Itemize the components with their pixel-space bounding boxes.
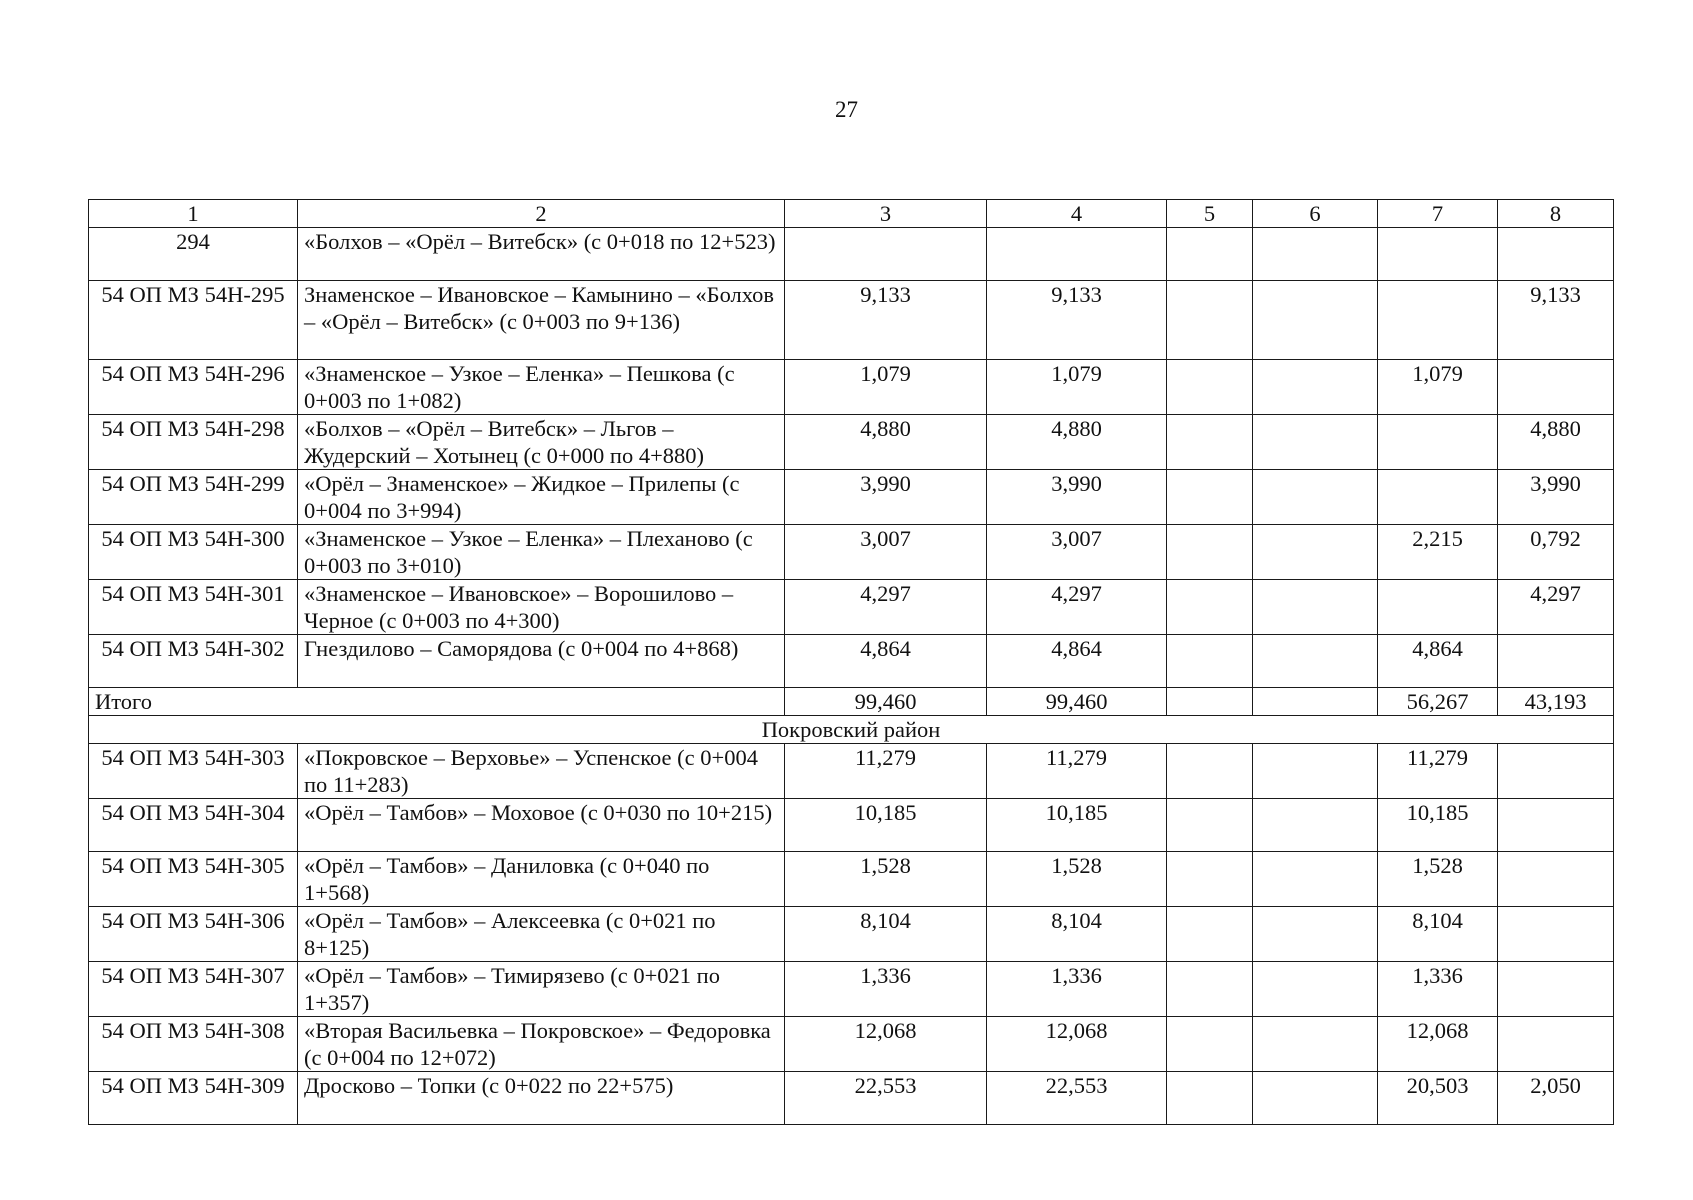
value-cell-c6 xyxy=(1253,415,1378,470)
table-row xyxy=(89,360,1614,415)
value-cell-c5 xyxy=(1167,852,1253,907)
table-row xyxy=(89,635,1614,688)
value-cell-c7: 2,215 xyxy=(1378,525,1498,580)
value-cell-c7: 8,104 xyxy=(1378,907,1498,962)
road-code-cell: 54 ОП МЗ 54Н-306 xyxy=(89,907,298,962)
table-row xyxy=(89,962,1614,1017)
column-number: 2 xyxy=(298,200,785,228)
table-row xyxy=(89,228,1614,281)
value-cell-c7: 1,079 xyxy=(1378,360,1498,415)
value-cell-c6 xyxy=(1253,962,1378,1017)
table-body xyxy=(89,200,1614,1125)
column-number-row xyxy=(89,200,1614,228)
value-cell-c3: 10,185 xyxy=(785,799,987,852)
value-cell-c3: 3,007 xyxy=(785,525,987,580)
road-name-cell: «Болхов – «Орёл – Витебск» (с 0+018 по 12+523) xyxy=(298,228,785,281)
value-cell-c6 xyxy=(1253,744,1378,799)
total-label: Итого xyxy=(89,688,785,716)
road-name-cell: «Знаменское – Узкое – Еленка» – Пешкова (с 0+003 по 1+082) xyxy=(298,360,785,415)
value-cell-c8 xyxy=(1498,1017,1614,1072)
road-code-cell: 54 ОП МЗ 54Н-301 xyxy=(89,580,298,635)
road-code-cell: 54 ОП МЗ 54Н-308 xyxy=(89,1017,298,1072)
total-value-c7: 56,267 xyxy=(1378,688,1498,716)
value-cell-c4: 11,279 xyxy=(987,744,1167,799)
value-cell-c5 xyxy=(1167,799,1253,852)
value-cell-c4: 1,079 xyxy=(987,360,1167,415)
section-row xyxy=(89,716,1614,744)
value-cell-c3: 22,553 xyxy=(785,1072,987,1125)
value-cell-c8 xyxy=(1498,635,1614,688)
value-cell-c7: 1,528 xyxy=(1378,852,1498,907)
road-name-cell: «Орёл – Тамбов» – Моховое (с 0+030 по 10+215) xyxy=(298,799,785,852)
road-code-cell: 54 ОП МЗ 54Н-304 xyxy=(89,799,298,852)
column-number: 3 xyxy=(785,200,987,228)
value-cell-c7: 11,279 xyxy=(1378,744,1498,799)
value-cell-c3: 12,068 xyxy=(785,1017,987,1072)
table-row xyxy=(89,907,1614,962)
value-cell-c8: 0,792 xyxy=(1498,525,1614,580)
value-cell-c7 xyxy=(1378,228,1498,281)
road-name-cell: Знаменское – Ивановское – Камынино – «Болхов – «Орёл – Витебск» (с 0+003 по 9+136) xyxy=(298,281,785,360)
value-cell-c8: 9,133 xyxy=(1498,281,1614,360)
table-row xyxy=(89,799,1614,852)
value-cell-c3: 9,133 xyxy=(785,281,987,360)
road-code-cell: 54 ОП МЗ 54Н-296 xyxy=(89,360,298,415)
value-cell-c5 xyxy=(1167,525,1253,580)
total-value-c6 xyxy=(1253,688,1378,716)
road-code-cell: 54 ОП МЗ 54Н-307 xyxy=(89,962,298,1017)
value-cell-c4: 4,297 xyxy=(987,580,1167,635)
value-cell-c5 xyxy=(1167,228,1253,281)
value-cell-c4: 1,336 xyxy=(987,962,1167,1017)
value-cell-c8 xyxy=(1498,799,1614,852)
table-row xyxy=(89,281,1614,360)
value-cell-c7: 1,336 xyxy=(1378,962,1498,1017)
value-cell-c3: 1,079 xyxy=(785,360,987,415)
road-name-cell: «Болхов – «Орёл – Витебск» – Льгов – Жудерский – Хотынец (с 0+000 по 4+880) xyxy=(298,415,785,470)
value-cell-c6 xyxy=(1253,1072,1378,1125)
value-cell-c7: 12,068 xyxy=(1378,1017,1498,1072)
roads-table xyxy=(88,199,1614,1125)
value-cell-c6 xyxy=(1253,580,1378,635)
road-name-cell: Дросково – Топки (с 0+022 по 22+575) xyxy=(298,1072,785,1125)
road-name-cell: «Знаменское – Узкое – Еленка» – Плеханово (с 0+003 по 3+010) xyxy=(298,525,785,580)
total-value-c3: 99,460 xyxy=(785,688,987,716)
value-cell-c7 xyxy=(1378,470,1498,525)
value-cell-c6 xyxy=(1253,470,1378,525)
value-cell-c5 xyxy=(1167,962,1253,1017)
road-code-cell: 54 ОП МЗ 54Н-309 xyxy=(89,1072,298,1125)
value-cell-c7: 4,864 xyxy=(1378,635,1498,688)
value-cell-c7: 20,503 xyxy=(1378,1072,1498,1125)
value-cell-c8: 4,297 xyxy=(1498,580,1614,635)
road-name-cell: «Орёл – Тамбов» – Тимирязево (с 0+021 по 1+357) xyxy=(298,962,785,1017)
value-cell-c4: 8,104 xyxy=(987,907,1167,962)
value-cell-c6 xyxy=(1253,799,1378,852)
value-cell-c8 xyxy=(1498,852,1614,907)
page-number: 27 xyxy=(835,97,858,122)
value-cell-c5 xyxy=(1167,1072,1253,1125)
value-cell-c6 xyxy=(1253,635,1378,688)
value-cell-c6 xyxy=(1253,281,1378,360)
value-cell-c4: 4,864 xyxy=(987,635,1167,688)
value-cell-c8: 4,880 xyxy=(1498,415,1614,470)
value-cell-c3: 4,880 xyxy=(785,415,987,470)
column-number: 8 xyxy=(1498,200,1614,228)
value-cell-c7 xyxy=(1378,415,1498,470)
value-cell-c8 xyxy=(1498,360,1614,415)
value-cell-c7: 10,185 xyxy=(1378,799,1498,852)
value-cell-c6 xyxy=(1253,1017,1378,1072)
column-number: 4 xyxy=(987,200,1167,228)
road-name-cell: «Орёл – Тамбов» – Даниловка (с 0+040 по 1+568) xyxy=(298,852,785,907)
road-name-cell: «Вторая Васильевка – Покровское» – Федоровка (с 0+004 по 12+072) xyxy=(298,1017,785,1072)
value-cell-c4: 3,990 xyxy=(987,470,1167,525)
value-cell-c5 xyxy=(1167,907,1253,962)
column-number: 1 xyxy=(89,200,298,228)
value-cell-c6 xyxy=(1253,228,1378,281)
value-cell-c5 xyxy=(1167,580,1253,635)
value-cell-c3 xyxy=(785,228,987,281)
value-cell-c4: 1,528 xyxy=(987,852,1167,907)
table-row xyxy=(89,744,1614,799)
table-row xyxy=(89,580,1614,635)
total-row xyxy=(89,688,1614,716)
value-cell-c7 xyxy=(1378,281,1498,360)
value-cell-c5 xyxy=(1167,415,1253,470)
total-value-c4: 99,460 xyxy=(987,688,1167,716)
value-cell-c8 xyxy=(1498,228,1614,281)
value-cell-c5 xyxy=(1167,281,1253,360)
road-name-cell: «Орёл – Тамбов» – Алексеевка (с 0+021 по 8+125) xyxy=(298,907,785,962)
road-code-cell: 54 ОП МЗ 54Н-298 xyxy=(89,415,298,470)
table-row xyxy=(89,470,1614,525)
value-cell-c5 xyxy=(1167,744,1253,799)
table-row xyxy=(89,1072,1614,1125)
total-value-c5 xyxy=(1167,688,1253,716)
table-row xyxy=(89,525,1614,580)
road-name-cell: «Орёл – Знаменское» – Жидкое – Прилепы (с 0+004 по 3+994) xyxy=(298,470,785,525)
column-number: 6 xyxy=(1253,200,1378,228)
road-code-cell: 54 ОП МЗ 54Н-305 xyxy=(89,852,298,907)
value-cell-c8 xyxy=(1498,907,1614,962)
road-code-cell: 54 ОП МЗ 54Н-302 xyxy=(89,635,298,688)
value-cell-c7 xyxy=(1378,580,1498,635)
column-number: 5 xyxy=(1167,200,1253,228)
value-cell-c4: 9,133 xyxy=(987,281,1167,360)
value-cell-c3: 1,336 xyxy=(785,962,987,1017)
value-cell-c3: 3,990 xyxy=(785,470,987,525)
value-cell-c4: 10,185 xyxy=(987,799,1167,852)
value-cell-c3: 1,528 xyxy=(785,852,987,907)
value-cell-c5 xyxy=(1167,360,1253,415)
value-cell-c4 xyxy=(987,228,1167,281)
road-code-cell: 294 xyxy=(89,228,298,281)
value-cell-c8: 3,990 xyxy=(1498,470,1614,525)
road-name-cell: Гнездилово – Саморядова (с 0+004 по 4+868) xyxy=(298,635,785,688)
value-cell-c6 xyxy=(1253,907,1378,962)
road-code-cell: 54 ОП МЗ 54Н-300 xyxy=(89,525,298,580)
value-cell-c3: 4,864 xyxy=(785,635,987,688)
value-cell-c5 xyxy=(1167,635,1253,688)
value-cell-c3: 8,104 xyxy=(785,907,987,962)
value-cell-c5 xyxy=(1167,470,1253,525)
value-cell-c8 xyxy=(1498,744,1614,799)
section-title: Покровский район xyxy=(89,716,1614,744)
road-code-cell: 54 ОП МЗ 54Н-299 xyxy=(89,470,298,525)
value-cell-c8 xyxy=(1498,962,1614,1017)
road-name-cell: «Покровское – Верховье» – Успенское (с 0+004 по 11+283) xyxy=(298,744,785,799)
value-cell-c3: 11,279 xyxy=(785,744,987,799)
value-cell-c3: 4,297 xyxy=(785,580,987,635)
value-cell-c6 xyxy=(1253,852,1378,907)
table-row xyxy=(89,415,1614,470)
value-cell-c4: 4,880 xyxy=(987,415,1167,470)
road-code-cell: 54 ОП МЗ 54Н-303 xyxy=(89,744,298,799)
value-cell-c4: 12,068 xyxy=(987,1017,1167,1072)
value-cell-c4: 22,553 xyxy=(987,1072,1167,1125)
total-value-c8: 43,193 xyxy=(1498,688,1614,716)
road-name-cell: «Знаменское – Ивановское» – Ворошилово – Черное (с 0+003 по 4+300) xyxy=(298,580,785,635)
table-row xyxy=(89,1017,1614,1072)
table-row xyxy=(89,852,1614,907)
value-cell-c6 xyxy=(1253,360,1378,415)
value-cell-c4: 3,007 xyxy=(987,525,1167,580)
value-cell-c6 xyxy=(1253,525,1378,580)
value-cell-c8: 2,050 xyxy=(1498,1072,1614,1125)
column-number: 7 xyxy=(1378,200,1498,228)
road-code-cell: 54 ОП МЗ 54Н-295 xyxy=(89,281,298,360)
value-cell-c5 xyxy=(1167,1017,1253,1072)
